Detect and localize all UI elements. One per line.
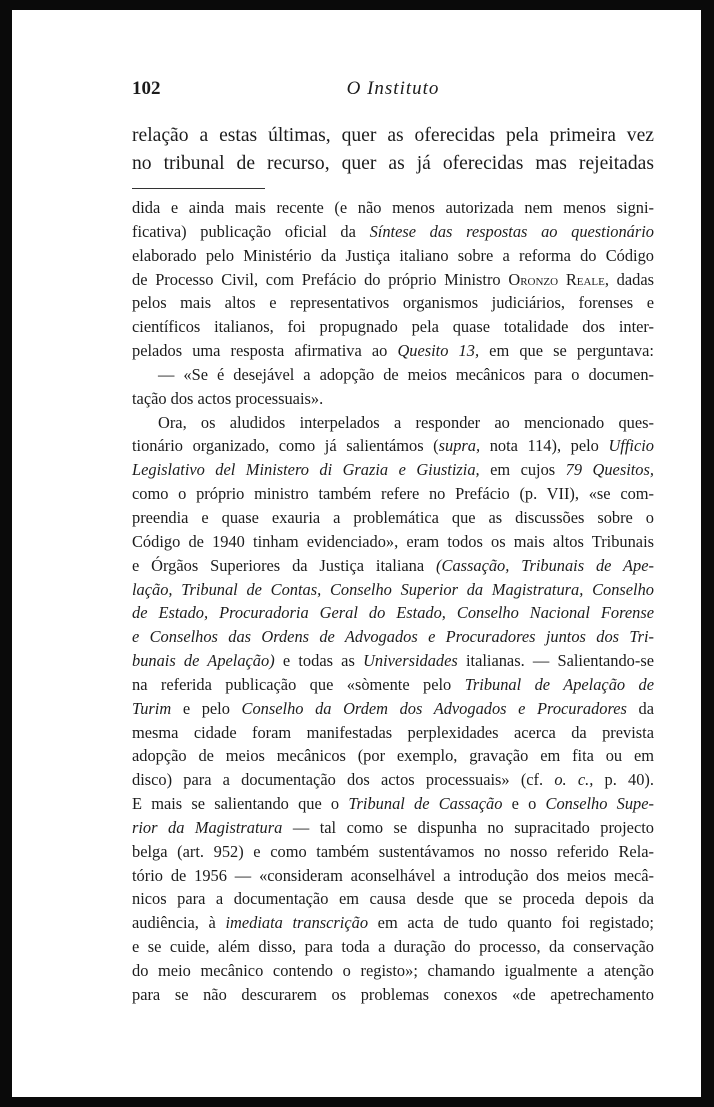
note-line: — «Se é desejável a adopção de meios mecânicos para o documen- [158,364,654,384]
page-header [132,78,654,104]
note-line: dida e ainda mais recente (e não menos autorizada nem menos signi- [132,198,654,217]
footnote-text [132,196,654,1007]
note-line: audiência, à imediata transcrição em acta de tudo quanto foi registado; [132,913,654,933]
note-line: rior da Magistratura — tal como se dispunha no supracitado projecto [132,817,654,837]
note-line: de Processo Civil, com Prefácio do próprio Ministro Oronzo Reale, dadas [132,269,655,289]
page-number: 102 [132,78,161,99]
note-line: adopção de meios mecânicos (por exemplo, gravação em fita ou em [132,746,654,766]
note-line: Turim e pelo Conselho da Ordem dos Advogados e Procuradores da [132,698,654,718]
note-line: científicos italianos, foi propugnado pela quase totalidade dos inter- [132,317,654,337]
note-line: e Conselhos das Ordens de Advogados e Procuradores juntos dos Tri- [132,627,654,647]
note-line: Código de 1940 tinham evidenciado», eram todos os mais altos Tribunais [132,531,654,551]
body-line: no tribunal de recurso, quer as já oferecidas mas rejeitadas [132,153,654,174]
body-text [132,122,654,178]
note-line: E mais se salientando que o Tribunal de Cassação e o Conselho Supe- [132,794,654,814]
body-line: relação a estas últimas, quer as oferecidas pela primeira vez [132,125,654,146]
note-line: tório de 1956 — «consideram aconselhável a introdução dos meios mecâ- [132,865,654,885]
note-line: Ora, os aludidos interpelados a responder ao mencionado ques- [158,412,654,432]
note-line: ficativa) publicação oficial da Síntese das respostas ao questionário [132,221,654,241]
note-line: e se cuide, além disso, para toda a duração do processo, da conservação [132,937,654,957]
note-line: elaborado pelo Ministério da Justiça italiano sobre a reforma do Código [132,245,654,265]
note-line: nicos para a documentação em causa desde que se proceda depois da [132,889,654,909]
note-line: para se não descurarem os problemas conexos «de apetrechamento [132,984,654,1004]
note-line: como o próprio ministro também refere no Prefácio (p. VII), «se com- [132,484,654,504]
note-line: lação, Tribunal de Contas, Conselho Superior da Magistratura, Conselho [132,579,654,599]
note-line: Legislativo del Ministero di Grazia e Giustizia, em cujos 79 Quesitos, [132,460,654,480]
running-title: O Instituto [346,78,440,99]
note-line: preendia e quase exauria a problemática que as discussões sobre o [132,507,654,527]
note-line: pelados uma resposta afirmativa ao Quesito 13, em que se perguntava: [132,341,654,361]
note-line: de Estado, Procuradoria Geral do Estado, Conselho Nacional Forense [132,603,654,623]
note-line: disco) para a documentação dos actos processuais» (cf. o. c., p. 40). [132,770,654,790]
footnote-rule [132,188,265,189]
note-line: do meio mecânico contendo o registo»; chamando igualmente a atenção [132,961,654,980]
book-page [12,10,701,1097]
note-line: mesma cidade foram manifestadas perplexidades acerca da prevista [132,722,654,742]
note-line: bunais de Apelação) e todas as Universidades italianas. — Salientando-se [132,651,654,671]
note-line: pelos mais altos e representativos organismos judiciários, forenses e [132,293,654,313]
note-line: tionário organizado, como já salientámos (supra, nota 114), pelo Ufficio [132,436,654,456]
note-line: tação dos actos processuais». [132,388,324,408]
note-line: belga (art. 952) e como também sustentávamos no nosso referido Rela- [132,841,654,861]
note-line: e Órgãos Superiores da Justiça italiana (Cassação, Tribunais de Ape- [132,555,654,575]
note-line: na referida publicação que «sòmente pelo Tribunal de Apelação de [132,674,654,694]
